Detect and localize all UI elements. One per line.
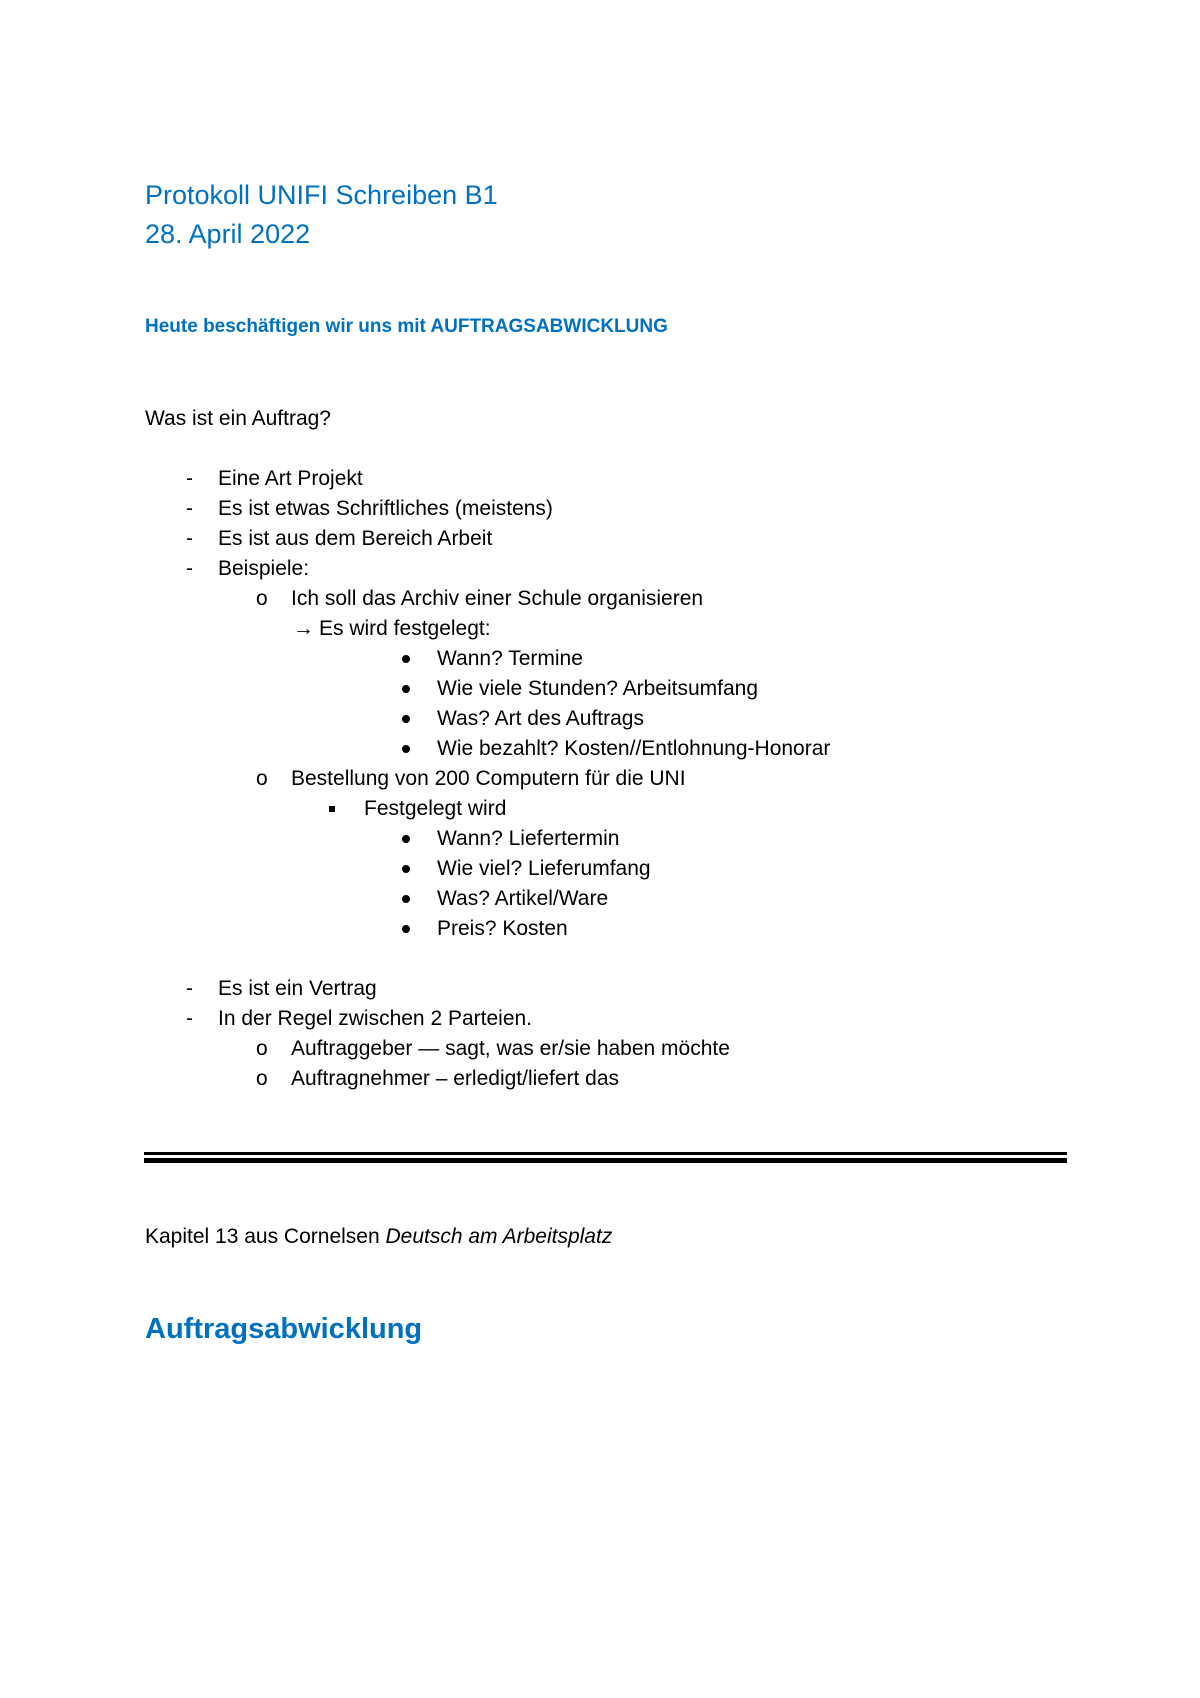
bullet-dot-icon bbox=[402, 745, 410, 753]
horizontal-rule bbox=[144, 1158, 1067, 1163]
circle-bullet: o bbox=[256, 1067, 268, 1090]
arrow-icon: → bbox=[293, 617, 314, 640]
book-title: Deutsch am Arbeitsplatz bbox=[385, 1225, 613, 1248]
dash-marker: - bbox=[186, 527, 193, 550]
bullet-dot-icon bbox=[402, 925, 410, 933]
bullet-dot-icon bbox=[402, 715, 410, 723]
chapter-reference-prefix: Kapitel 13 aus Cornelsen bbox=[145, 1225, 386, 1248]
horizontal-rule bbox=[144, 1152, 1067, 1155]
section-question: Was ist ein Auftrag? bbox=[145, 407, 331, 430]
circle-bullet: o bbox=[256, 587, 268, 610]
list-item: Wie viele Stunden? Arbeitsumfang bbox=[437, 677, 759, 700]
dash-marker: - bbox=[186, 497, 193, 520]
list-item: Was? Art des Auftrags bbox=[437, 707, 644, 730]
list-item: In der Regel zwischen 2 Parteien. bbox=[218, 1007, 533, 1030]
document-date: 28. April 2022 bbox=[145, 219, 311, 249]
list-item: Beispiele: bbox=[218, 557, 310, 580]
list-item: Eine Art Projekt bbox=[218, 467, 363, 490]
bullet-square-icon bbox=[329, 806, 335, 812]
list-item: Was? Artikel/Ware bbox=[437, 887, 609, 910]
bullet-dot-icon bbox=[402, 835, 410, 843]
chapter-reference bbox=[145, 1224, 612, 1250]
list-item: Festgelegt wird bbox=[364, 797, 507, 820]
list-item: Es ist etwas Schriftliches (meistens) bbox=[218, 497, 553, 520]
dash-marker: - bbox=[186, 977, 193, 1000]
list-item: Wann? Liefertermin bbox=[437, 827, 620, 850]
list-item: Wie viel? Lieferumfang bbox=[437, 857, 651, 880]
list-item: Wann? Termine bbox=[437, 647, 583, 670]
bullet-dot-icon bbox=[402, 865, 410, 873]
circle-bullet: o bbox=[256, 767, 268, 790]
document-title: Protokoll UNIFI Schreiben B1 bbox=[145, 180, 498, 210]
list-item: Bestellung von 200 Computern für die UNI bbox=[291, 767, 686, 790]
list-item: Es ist ein Vertrag bbox=[218, 977, 377, 1000]
dash-marker: - bbox=[186, 467, 193, 490]
list-item: Ich soll das Archiv einer Schule organisieren bbox=[291, 587, 704, 610]
section-subtitle: Heute beschäftigen wir uns mit AUFTRAGSABWICKLUNG bbox=[145, 316, 668, 337]
list-item: Auftraggeber — sagt, was er/sie haben möchte bbox=[291, 1037, 730, 1060]
section-heading: Auftragsabwicklung bbox=[145, 1313, 423, 1345]
list-item: Es ist aus dem Bereich Arbeit bbox=[218, 527, 493, 550]
circle-bullet: o bbox=[256, 1037, 268, 1060]
list-item: Es wird festgelegt: bbox=[319, 617, 491, 640]
list-item: Auftragnehmer – erledigt/liefert das bbox=[291, 1067, 620, 1090]
list-item: Wie bezahlt? Kosten//Entlohnung-Honorar bbox=[437, 737, 831, 760]
dash-marker: - bbox=[186, 1007, 193, 1030]
dash-marker: - bbox=[186, 557, 193, 580]
bullet-dot-icon bbox=[402, 685, 410, 693]
bullet-dot-icon bbox=[402, 895, 410, 903]
bullet-dot-icon bbox=[402, 655, 410, 663]
list-item: Preis? Kosten bbox=[437, 917, 568, 940]
